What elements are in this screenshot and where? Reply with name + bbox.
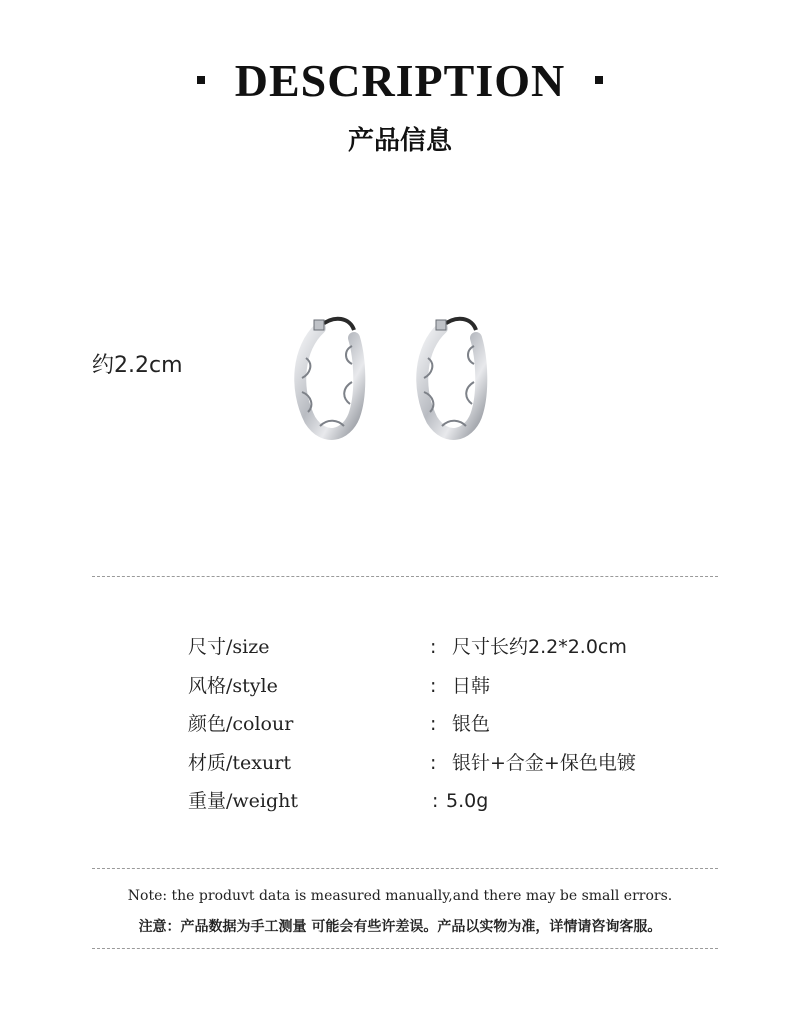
divider-bottom (92, 948, 718, 949)
spec-label: 材质/texurt (188, 751, 291, 774)
right-earring (422, 319, 481, 434)
spec-value: 5.0g (446, 790, 489, 812)
page-subtitle: 产品信息 (347, 126, 452, 156)
spec-label: 颜色/colour (188, 713, 294, 735)
note-chinese: 注意：产品数据为手工测量 可能会有些许差误。产品以实物为准，详情请咨询客服。 (138, 919, 662, 935)
spec-label: 重量/weight (188, 790, 299, 812)
spec-value: 银色 (452, 713, 491, 735)
divider-top (92, 576, 718, 577)
spec-colon: : (430, 636, 437, 658)
spec-value: 日韩 (452, 674, 491, 697)
title-row (0, 52, 800, 108)
page-title: DESCRIPTION (234, 54, 566, 106)
spec-label: 风格/style (188, 674, 278, 697)
spec-table (188, 628, 708, 821)
note-english: Note: the produvt data is measured manually,and there may be small errors. (127, 888, 673, 904)
spec-colon: : (430, 713, 437, 735)
title-bullet-left (197, 76, 205, 84)
spec-value: 尺寸长约2.2*2.0cm (452, 636, 627, 658)
spec-value: 银针+合金+保色电镀 (452, 751, 636, 774)
spec-row-weight (188, 782, 708, 821)
left-earring (300, 319, 359, 434)
spec-colon: : (432, 790, 439, 812)
title-bullet-right (595, 76, 603, 84)
spec-row-material (188, 744, 708, 783)
spec-colon: : (430, 751, 437, 774)
divider-middle (92, 868, 718, 869)
earrings-product-image (280, 308, 520, 448)
size-annotation: 约2.2cm (92, 353, 183, 378)
spec-row-size (188, 628, 708, 667)
spec-label: 尺寸/size (188, 636, 270, 658)
spec-row-style (188, 667, 708, 706)
spec-colon: : (430, 674, 437, 697)
spec-row-colour (188, 705, 708, 744)
